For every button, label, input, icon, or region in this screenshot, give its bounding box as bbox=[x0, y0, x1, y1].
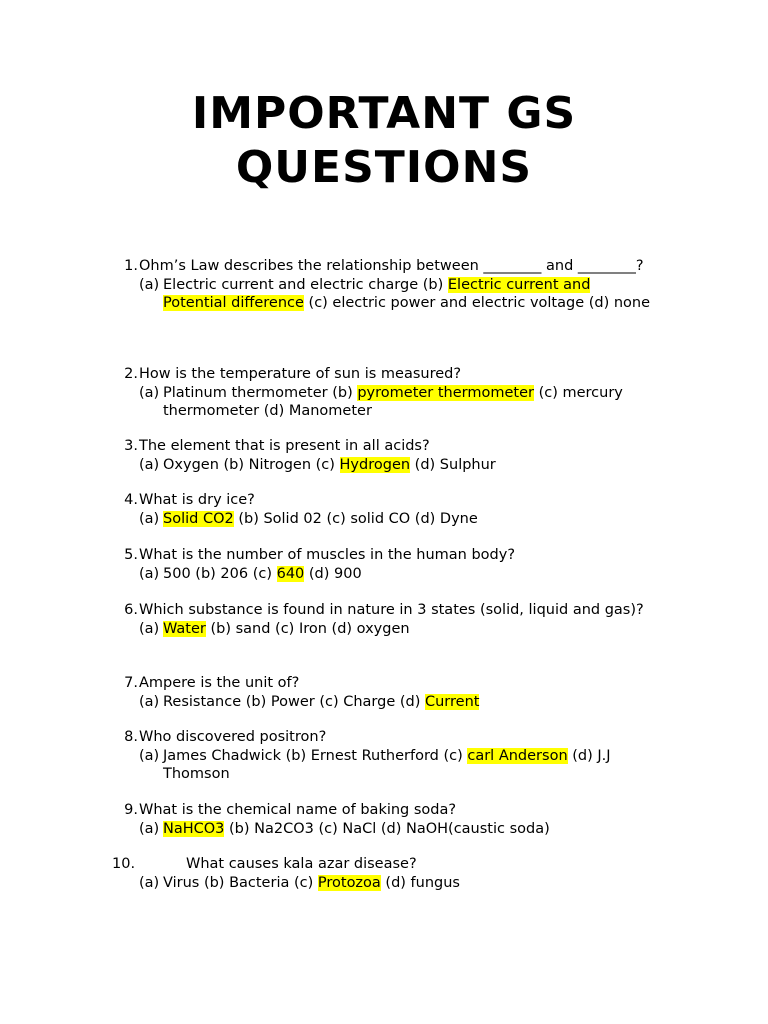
option-label: (a) bbox=[139, 620, 160, 637]
question-text: What is the chemical name of baking soda? bbox=[139, 802, 457, 818]
option-text: (d) J.J Thomson bbox=[163, 747, 611, 782]
option-text: (d) Sulphur bbox=[410, 456, 496, 473]
highlighted-answer: Solid CO2 bbox=[163, 510, 234, 527]
question-text: What causes kala azar disease? bbox=[186, 856, 417, 872]
question-item bbox=[112, 855, 652, 892]
answer-options bbox=[139, 874, 652, 893]
question-item bbox=[112, 601, 652, 638]
question-number: 4. bbox=[124, 492, 138, 508]
question-number: 9. bbox=[124, 802, 138, 818]
option-text: (b) Solid 02 (c) solid CO (d) Dyne bbox=[233, 510, 478, 527]
highlighted-answer: Water bbox=[163, 620, 206, 637]
question-text: Which substance is found in nature in 3 states (solid, liquid and gas)? bbox=[139, 602, 644, 618]
option-text: (c) electric power and electric voltage (d) none bbox=[303, 295, 651, 311]
option-text: Electric current and electric charge (b) bbox=[163, 276, 448, 293]
highlighted-answer: carl Anderson bbox=[467, 747, 568, 764]
option-label: (a) bbox=[139, 276, 160, 293]
option-label: (a) bbox=[139, 510, 160, 527]
option-text: 500 (b) 206 (c) bbox=[163, 565, 277, 582]
question-item bbox=[112, 546, 652, 583]
highlighted-answer: 640 bbox=[276, 565, 305, 582]
question-text: What is dry ice? bbox=[139, 492, 255, 508]
question-number: 10. bbox=[112, 856, 136, 872]
question-text: Who discovered positron? bbox=[139, 729, 327, 745]
option-text: Resistance (b) Power (c) Charge (d) bbox=[163, 693, 425, 710]
question-number: 1. bbox=[124, 258, 138, 274]
question-item bbox=[112, 437, 652, 474]
option-label: (a) bbox=[139, 874, 160, 891]
question-number: 3. bbox=[124, 438, 138, 454]
answer-options bbox=[139, 565, 652, 584]
option-text: (d) fungus bbox=[380, 874, 460, 891]
option-text: Platinum thermometer (b) bbox=[163, 384, 358, 401]
answer-options bbox=[139, 747, 652, 784]
question-item bbox=[112, 728, 652, 784]
option-text: (b) Na2CO3 (c) NaCl (d) NaOH(caustic soda) bbox=[224, 820, 550, 837]
question-item bbox=[112, 257, 652, 313]
highlighted-answer: Electric current and Potential difference bbox=[163, 276, 591, 311]
option-label: (a) bbox=[139, 565, 160, 582]
question-text: The element that is present in all acids? bbox=[139, 438, 430, 454]
highlighted-answer: pyrometer thermometer bbox=[357, 384, 534, 401]
question-item bbox=[112, 674, 652, 711]
page-title-line-2: QUESTIONS bbox=[235, 142, 533, 193]
highlighted-answer: Protozoa bbox=[317, 874, 381, 891]
option-text: Virus (b) Bacteria (c) bbox=[163, 874, 318, 891]
answer-options bbox=[139, 276, 652, 313]
question-number: 8. bbox=[124, 729, 138, 745]
option-label: (a) bbox=[139, 456, 160, 473]
question-number: 7. bbox=[124, 675, 138, 691]
option-label: (a) bbox=[139, 384, 160, 401]
highlighted-answer: Hydrogen bbox=[339, 456, 411, 473]
question-number: 5. bbox=[124, 547, 138, 563]
option-text: Oxygen (b) Nitrogen (c) bbox=[163, 456, 340, 473]
option-label: (a) bbox=[139, 747, 160, 764]
answer-options bbox=[139, 456, 652, 475]
question-text: How is the temperature of sun is measured? bbox=[139, 366, 462, 382]
question-number: 2. bbox=[124, 366, 138, 382]
option-text: (c) mercury thermometer (d) Manometer bbox=[163, 384, 623, 419]
answer-options bbox=[139, 510, 652, 529]
question-text: What is the number of muscles in the human body? bbox=[139, 547, 516, 563]
answer-options bbox=[139, 693, 652, 712]
question-text: Ohm’s Law describes the relationship between ________ and ________? bbox=[139, 258, 644, 274]
answer-options bbox=[139, 384, 652, 421]
question-item bbox=[112, 365, 652, 421]
question-text: Ampere is the unit of? bbox=[139, 675, 300, 691]
option-label: (a) bbox=[139, 820, 160, 837]
question-item bbox=[112, 491, 652, 528]
highlighted-answer: Current bbox=[424, 693, 480, 710]
highlighted-answer: NaHCO3 bbox=[163, 820, 225, 837]
option-text: (d) 900 bbox=[304, 565, 362, 582]
option-text: (b) sand (c) Iron (d) oxygen bbox=[205, 620, 410, 637]
question-item bbox=[112, 801, 652, 838]
option-text: James Chadwick (b) Ernest Rutherford (c) bbox=[163, 747, 468, 764]
question-number: 6. bbox=[124, 602, 138, 618]
option-label: (a) bbox=[139, 693, 160, 710]
answer-options bbox=[139, 620, 652, 639]
answer-options bbox=[139, 820, 652, 839]
page-title-line-1: IMPORTANT GS bbox=[191, 88, 577, 139]
